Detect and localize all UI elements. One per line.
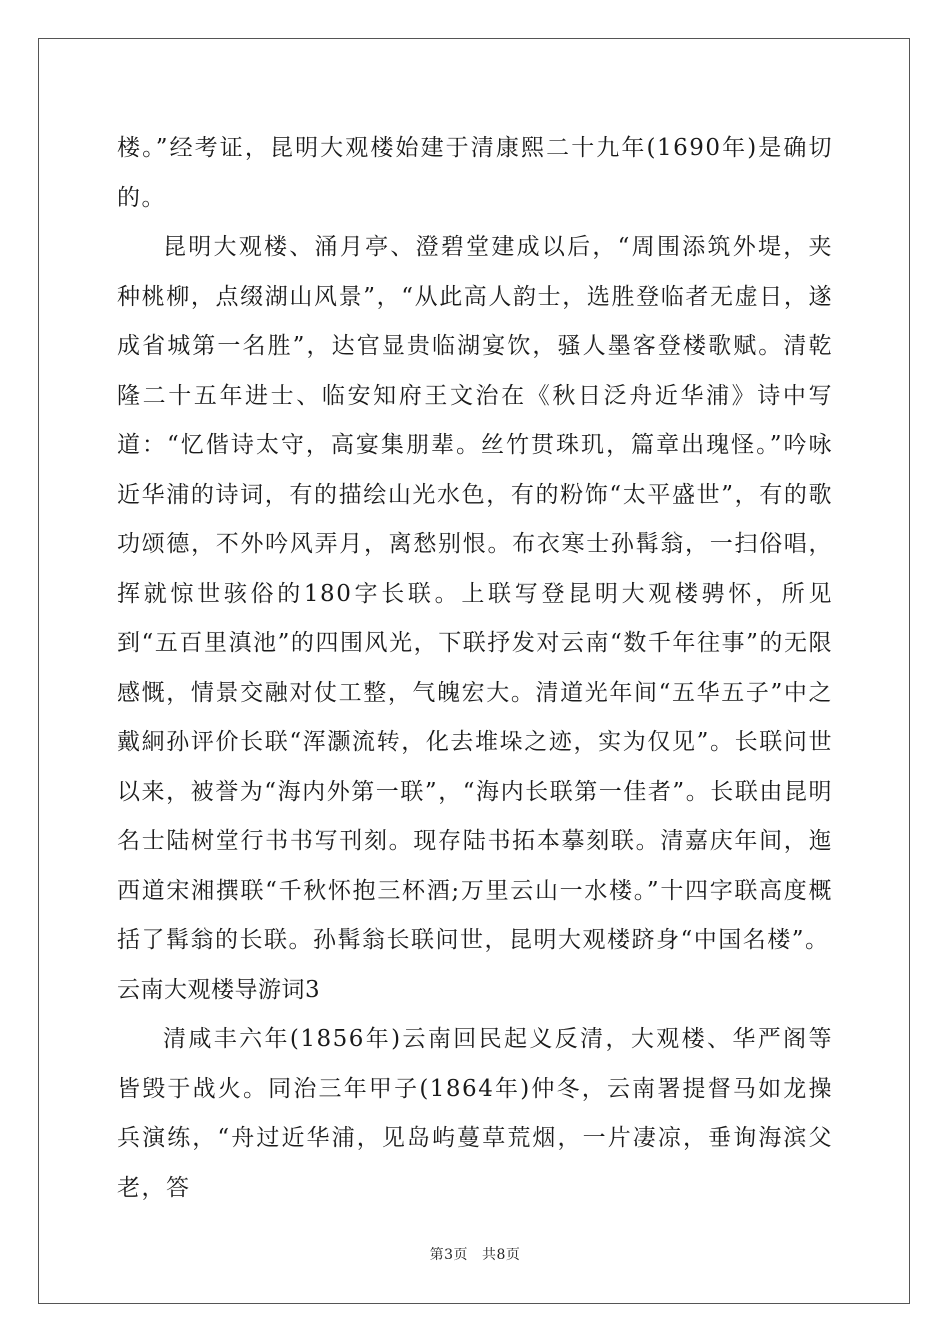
- paragraph: 楼。”经考证，昆明大观楼始建于清康熙二十九年(1690年)是确切的。: [117, 135, 833, 211]
- document-body: [117, 124, 833, 1213]
- page-number: 第3页: [429, 1247, 468, 1263]
- page-total: 共8页: [482, 1247, 521, 1263]
- page-footer: [0, 1244, 950, 1264]
- paragraph: 昆明大观楼、涌月亭、澄碧堂建成以后，“周围添筑外堤，夹种桃柳，点缀湖山风景”，“从此高人韵士，选胜登临者无虚日，遂成省城第一名胜”，达官显贵临湖宴饮，骚人墨客登楼歌赋。清乾隆二十五年进士、临安知府王文治在《秋日泛舟近华浦》诗中写道：“忆偕诗太守，高宴集朋辈。丝竹贯珠玑，篇章出瑰怪。”吟咏近华浦的诗词，有的描绘山光水色，有的粉饰“太平盛世”，有的歌功颂德，不外吟风弄月，离愁别恨。布衣寒士孙髯翁，一扫俗唱，挥就惊世骇俗的180字长联。上联写登昆明大观楼骋怀，所见到“五百里滇池”的四围风光，下联抒发对云南“数千年往事”的无限感慨，情景交融对仗工整，气魄宏大。清道光年间“五华五子”中之戴絅孙评价长联“浑灏流转，化去堆垛之迹，实为仅见”。长联问世以来，被誉为“海内外第一联”，“海内长联第一佳者”。长联由昆明名士陆树堂行书书写刊刻。现存陆书拓本摹刻联。清嘉庆年间，迤西道宋湘撰联“千秋怀抱三杯酒;万里云山一水楼。”十四字联高度概括了髯翁的长联。孙髯翁长联问世，昆明大观楼跻身“中国名楼”。: [117, 234, 833, 953]
- section-heading: 云南大观楼导游词3: [117, 976, 321, 1003]
- paragraph: 清咸丰六年(1856年)云南回民起义反清，大观楼、华严阁等皆毁于战火。同治三年甲子(1864年)仲冬，云南署提督马如龙操兵演练，“舟过近华浦，见岛屿蔓草荒烟，一片凄凉，垂询海滨父老，答: [117, 1026, 833, 1201]
